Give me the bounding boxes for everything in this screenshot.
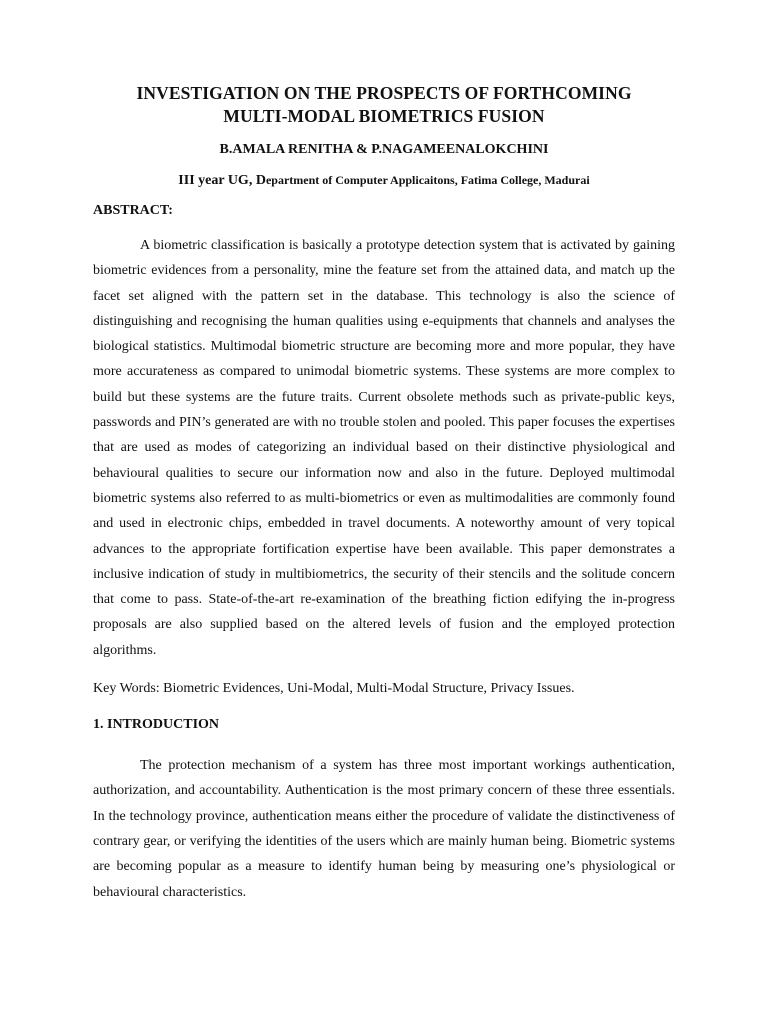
paper-page bbox=[93, 82, 675, 905]
title-line-2: MULTI-MODAL BIOMETRICS FUSION bbox=[223, 106, 545, 126]
title-line-1: INVESTIGATION ON THE PROSPECTS OF FORTHCOMING bbox=[136, 83, 632, 103]
keywords: Key Words: Biometric Evidences, Uni-Modal, Multi-Modal Structure, Privacy Issues. bbox=[93, 681, 575, 697]
abstract-heading: ABSTRACT: bbox=[93, 203, 173, 218]
introduction-heading: 1. INTRODUCTION bbox=[93, 717, 220, 733]
affiliation-department: epartment of Computer Applicaitons, Fatima College, Madurai bbox=[265, 173, 590, 187]
affiliation-lead: III year UG, D bbox=[178, 173, 266, 188]
author-list: B.AMALA RENITHA & P.NAGAMEENALOKCHINI bbox=[219, 142, 549, 157]
introduction-paragraph: The protection mechanism of a system has three most important workings authentication, authorization, and accountability. Authentication is the most primary concern of these three essentials. In the technology province, authentication means either the procedure of validate the distinctiveness of contrary gear, or verifying the identities of the users which are mainly human being. Biometric systems are becoming popular as a measure to identify human being by measuring one’s physiological or behavioural characteristics. bbox=[93, 758, 675, 900]
paper-title bbox=[93, 82, 675, 128]
affiliation bbox=[93, 171, 675, 190]
abstract-paragraph: A biometric classification is basically a prototype detection system that is activated by gaining biometric evidences from a personality, mine the feature set from the attained data, and match up the facet set aligned with the pattern set in the database. This technology is also the science of distinguishing and recognising the human qualities using e-equipments that channels and analyses the biological statistics. Multimodal biometric structure are becoming more and more popular, they have more accurateness as compared to unimodal biometric systems. These systems are more complex to build but these systems are the future traits. Current obsolete methods such as private-public keys, passwords and PIN’s generated are with no trouble stolen and pooled. This paper focuses the expertises that are used as modes of categorizing an individual based on their distinctive physiological and behavioural qualities to secure our information now and also in the future. Deployed multimodal biometric systems also referred to as multi-biometrics or even as multimodalities are commonly found and used in electronic chips, embedded in travel documents. A noteworthy amount of very topical advances to the appropriate fortification expertise have been available. This paper demonstrates a inclusive indication of study in multibiometrics, the security of their stencils and the solitude concern that come to pass. State-of-the-art re-examination of the breathing fiction edifying the in-progress proposals are also supplied based on the altered levels of fusion and the employed protection algorithms. bbox=[93, 238, 675, 658]
